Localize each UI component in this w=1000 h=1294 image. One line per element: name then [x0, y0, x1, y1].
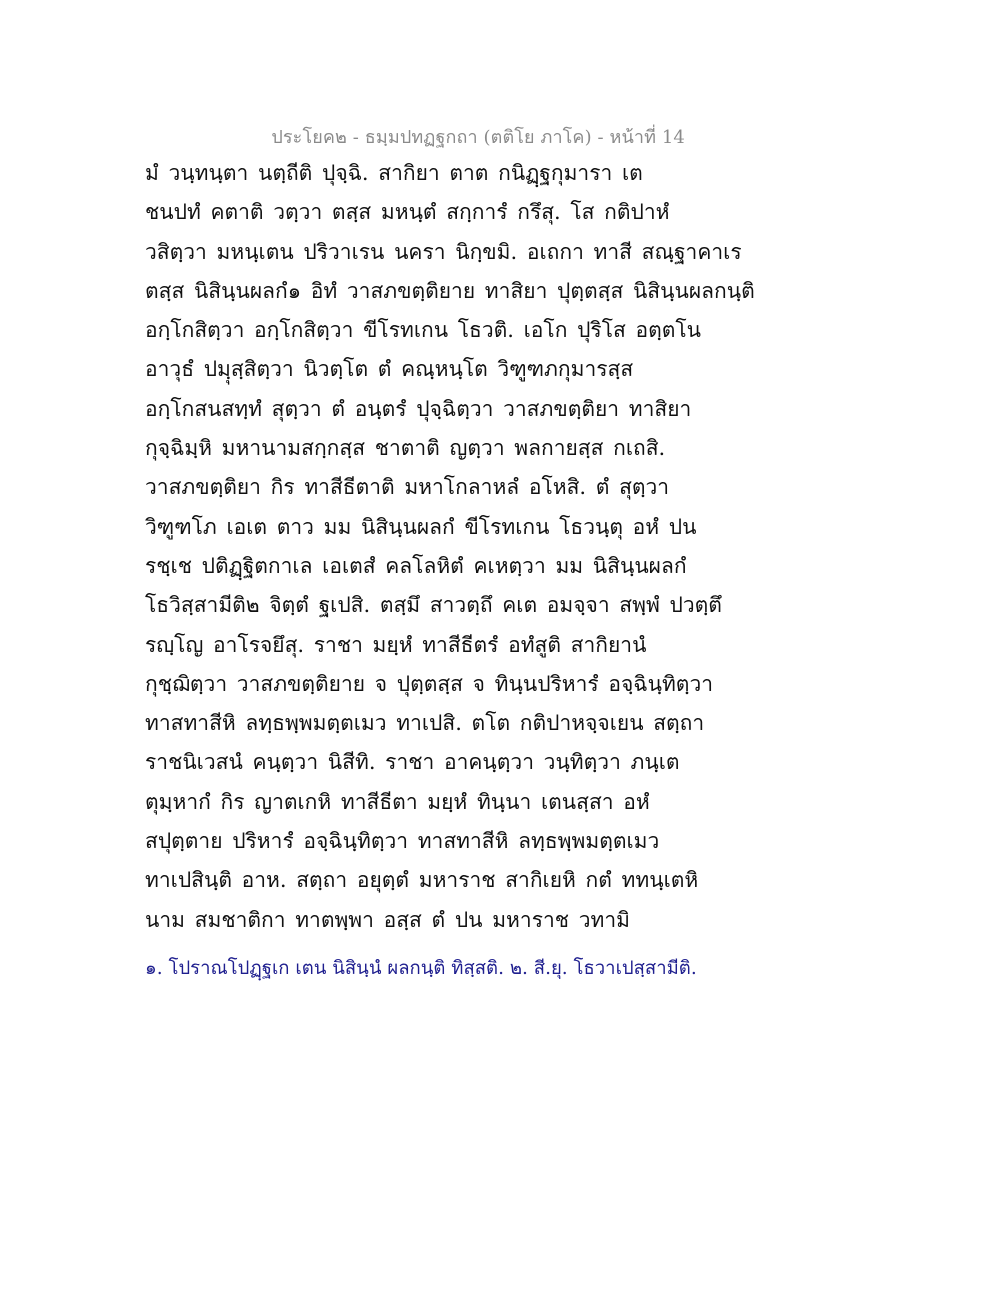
page-header: ประโยค๒ - ธมฺมปทฏฐกถา (ตติโย ภาโค) - หน้าที่ 14	[271, 127, 685, 148]
text-line: อกฺโกสิตฺวา อกฺโกสิตฺวา ขีโรทเกน โธวติ. เอโก ปุริโส อตฺตโน	[145, 318, 701, 343]
text-line: โธวิสฺสามีติ๒ จิตฺตํ ฐเปสิ. ตสฺมึ สาวตฺถึ คเต อมจฺจา สพฺพํ ปวตฺตึ	[145, 593, 722, 618]
text-line: มํ วนฺทนฺตา นตฺถีติ ปุจฺฉิ. สากิยา ตาต กนิฏฺฐกุมารา เต	[145, 161, 643, 185]
text-line: วิฑูฑโภ เอเต ตาว มม นิสินฺนผลกํ ขีโรทเกน โธวนฺตุ อหํ ปน	[145, 514, 697, 539]
text-line: ทาเปสินฺติ อาห. สตฺถา อยุตฺตํ มหาราช สากิเยหิ กตํ ททนฺเตหิ	[145, 868, 699, 893]
text-line: ตุมฺหากํ กิร ญาตเกหิ ทาสีธีตา มยฺหํ ทินฺนา เตนสฺสา อหํ	[145, 789, 650, 814]
text-line: วาสภขตฺติยา กิร ทาสีธีตาติ มหาโกลาหลํ อโหสิ. ตํ สุตฺวา	[145, 475, 670, 500]
text-line: ทาสทาสีหิ ลทฺธพฺพมตฺตเมว ทาเปสิ. ตโต กติปาหจฺจเยน สตฺถา	[145, 711, 705, 736]
text-line: กุชฺฌิตฺวา วาสภขตฺติยาย จ ปุตฺตสฺส จ ทินฺนปริหารํ อจฺฉินฺทิตฺวา	[145, 671, 714, 696]
footnote: ๑. โปราณโปฏฺฐเก เตน นิสินฺนํ ผลกนฺติ ทิสฺสติ. ๒. สี.ยุ. โธวาเปสฺสามีติ.	[145, 958, 697, 979]
text-line: อกฺโกสนสทฺทํ สุตฺวา ตํ อนฺตรํ ปุจฺฉิตฺวา วาสภขตฺติยา ทาสิยา	[145, 396, 692, 421]
text-line: ราชนิเวสนํ คนฺตฺวา นิสีทิ. ราชา อาคนฺตฺวา วนฺทิตฺวา ภนฺเต	[145, 750, 680, 775]
text-line: นาม สมชาติกา ทาตพฺพา อสฺส ตํ ปน มหาราช วทามิ	[145, 907, 630, 932]
text-line: ตสฺส นิสินฺนผลกํ๑ อิทํ วาสภขตฺติยาย ทาสิยา ปุตฺตสฺส นิสินฺนผลกนฺติ	[145, 278, 755, 303]
text-line: สปุตฺตาย ปริหารํ อจฺฉินฺทิตฺวา ทาสทาสีหิ ลทฺธพฺพมตฺตเมว	[145, 829, 660, 854]
text-line: รญฺโญ อาโรจยึสุ. ราชา มยฺหํ ทาสีธีตรํ อทํสูติ สากิยานํ	[145, 632, 647, 657]
text-line: ชนปทํ คตาติ วตฺวา ตสฺส มหนฺตํ สกฺการํ กรึสุ. โส กติปาหํ	[145, 200, 670, 225]
body-text	[145, 154, 755, 940]
text-line: รชฺเช ปติฏฺฐิตกาเล เอเตสํ คลโลหิตํ คเหตฺวา มม นิสินฺนผลกํ	[145, 553, 687, 578]
text-line: อาวุธํ ปมฺุสฺสิตฺวา นิวตฺโต ตํ คณฺหนฺโต วิฑูฑภกุมารสฺส	[145, 357, 634, 382]
text-line: กุจฺฉิมฺหิ มหานามสกฺกสฺส ชาตาติ ญตฺวา พลกายสฺส กเถสิ.	[145, 436, 666, 461]
text-line: วสิตฺวา มหนฺเตน ปริวาเรน นครา นิกฺขมิ. อเถกา ทาสี สณฺฐาคาเร	[145, 239, 742, 264]
